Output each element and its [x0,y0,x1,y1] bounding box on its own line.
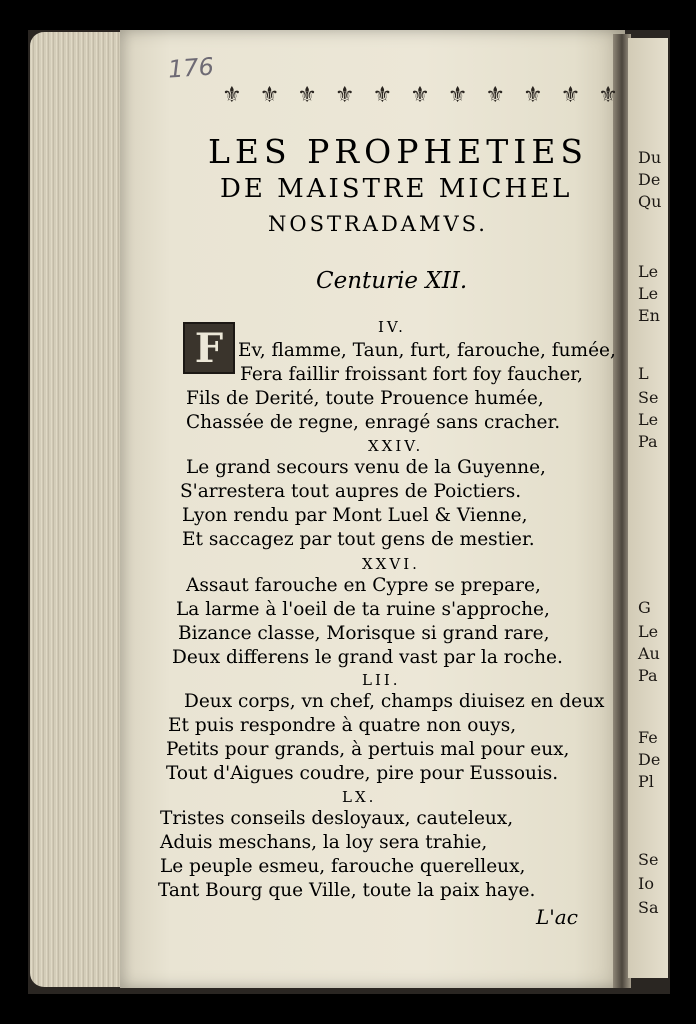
title-line-3: NOSTRADAMVS. [268,212,488,236]
verse-line: Le peuple esmeu, farouche querelleux, [160,856,526,877]
fleuron-ornament: ⚜ [334,82,355,108]
fleuron-ornament: ⚜ [598,82,618,108]
verse-line: Fera faillir froissant fort foy faucher, [240,364,583,385]
fleuron-ornament: ⚜ [222,82,242,108]
century-heading: Centurie XII. [316,268,468,294]
facing-page-fragment: Se [638,388,659,407]
quatrain-numeral: IV. [378,318,406,336]
verse-line: Et puis respondre à quatre non ouys, [168,715,517,736]
facing-page-fragment: Sa [638,898,659,917]
verse-line: Tout d'Aigues coudre, pire pour Eussouis. [166,763,559,784]
drop-cap: F [183,322,235,374]
quatrain-numeral: LX. [342,788,377,806]
facing-page-fragment: Fe [638,728,658,747]
facing-page-fragment: G [638,598,651,617]
verse-line: Aduis meschans, la loy sera trahie, [160,832,488,853]
facing-page-fragment: Le [638,284,659,303]
facing-page-fragment: En [638,306,660,325]
verse-line: S'arrestera tout aupres de Poictiers. [180,481,522,502]
fleuron-ornament: ⚜ [560,82,581,108]
fleuron-ornament: ⚜ [410,82,430,108]
verse-line: Deux differens le grand vast par la roche. [172,647,563,668]
verse-line: Fils de Derité, toute Prouence humée, [186,388,544,409]
facing-page-fragment: Le [638,410,659,429]
fleuron-ornament: ⚜ [259,82,280,108]
facing-page-fragment: Du [638,148,662,167]
title-line-2: DE MAISTRE MICHEL [220,174,573,204]
verse-line: Tristes conseils desloyaux, cauteleux, [160,808,514,829]
facing-page-fragment: Le [638,262,659,281]
fleuron-ornament: ⚜ [447,82,468,108]
facing-page-fragment: Se [638,850,659,869]
facing-page-fragment: L [638,364,649,383]
quatrain-numeral: XXIV. [368,437,424,455]
right-page-edge [628,38,668,978]
fleuron-ornament: ⚜ [485,82,506,108]
facing-page-fragment: Pl [638,772,654,791]
facing-page-fragment: Au [638,644,660,663]
fleuron-ornament: ⚜ [372,82,393,108]
facing-page-fragment: Io [638,874,654,893]
fleuron-ornament: ⚜ [523,82,543,108]
verse-line: Assaut farouche en Cypre se prepare, [186,575,541,596]
verse-line: Tant Bourg que Ville, toute la paix haye. [158,880,536,901]
verse-line: Bizance classe, Morisque si grand rare, [178,623,550,644]
facing-page-fragment: Pa [638,666,658,685]
verse-line: Petits pour grands, à pertuis mal pour eux, [166,739,570,760]
verse-line: Chassée de regne, enragé sans cracher. [186,412,561,433]
header-ornament [222,80,618,110]
facing-page-fragment: De [638,750,661,769]
verse-line: Ev, flamme, Taun, furt, farouche, fumée, [238,340,616,361]
verse-line: Le grand secours venu de la Guyenne, [186,457,546,478]
fleuron-ornament: ⚜ [297,82,317,108]
verse-line: Et saccagez par tout gens de mestier. [182,529,535,550]
folio-number: 176 [167,52,215,84]
verse-line: Deux corps, vn chef, champs diuisez en deux [184,691,605,712]
verse-line: La larme à l'oeil de ta ruine s'approche, [176,599,550,620]
facing-page-fragment: De [638,170,661,189]
quatrain-numeral: LII. [362,671,401,689]
page-edges [30,32,130,987]
quatrain-numeral: XXVI. [362,555,420,573]
facing-page-fragment: Qu [638,192,662,211]
facing-page-fragment: Pa [638,432,658,451]
catchword: L'ac [536,905,578,929]
verse-line: Lyon rendu par Mont Luel & Vienne, [182,505,528,526]
facing-page-fragment: Le [638,622,659,641]
title-line-1: LES PROPHETIES [208,132,589,171]
